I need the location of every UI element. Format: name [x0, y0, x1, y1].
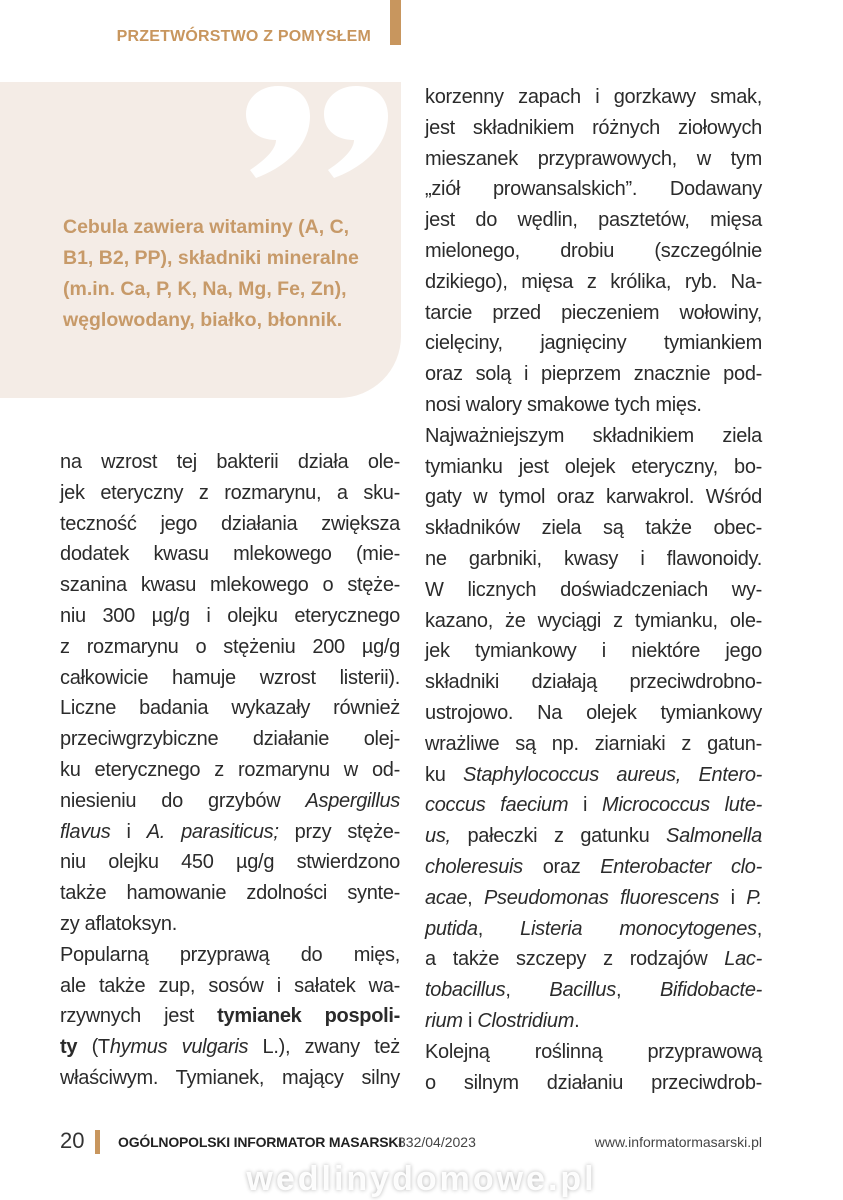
text-run: Popularną przyprawą do mięs, [60, 943, 400, 966]
page-number: 20 [60, 1128, 85, 1153]
article-column-left [60, 447, 400, 1094]
italic-text: Clostridium [477, 1009, 575, 1032]
text-run: składników ziela są także obec- [425, 517, 762, 540]
text-run: wrażliwe są np. ziarniaki z gatun- [425, 732, 762, 755]
italic-text: A. parasiticus; [146, 820, 279, 843]
text-run: . [574, 1009, 580, 1032]
text-line [425, 544, 762, 575]
italic-text: Pseudomonas fluorescens [483, 886, 720, 909]
text-line [425, 883, 762, 914]
text-run: o silnym działaniu przeciwdrob- [425, 1071, 762, 1094]
italic-text: putida [425, 917, 478, 940]
text-line [60, 1032, 400, 1063]
text-run: , [467, 886, 484, 909]
text-line [425, 421, 762, 452]
text-run: Najważniejszym składnikiem ziela [425, 424, 762, 447]
italic-text: coccus faecium [425, 794, 569, 817]
text-line [425, 359, 762, 390]
text-run: nosi walory smakowe tych mięs. [425, 393, 702, 416]
text-run: dzikiego), mięsa z królika, ryb. Na- [425, 270, 762, 293]
text-run: L.), zwany też [248, 1036, 400, 1059]
italic-text: Micrococcus lute- [601, 794, 762, 817]
issue-number: 332/04/2023 [398, 1134, 476, 1150]
text-line [425, 298, 762, 329]
text-run: , [615, 979, 660, 1002]
text-run: jest składnikiem różnych ziołowych [425, 116, 762, 139]
text-run: z rozmarynu o stężeniu 200 µg/g [60, 635, 400, 658]
text-line [425, 790, 762, 821]
text-run: całkowicie hamuje wzrost listerii). [60, 666, 400, 689]
italic-text: Staphylococcus aureus, Entero- [463, 763, 762, 786]
text-run: ale także zup, sosów i sałatek wa- [60, 974, 400, 997]
text-run: ustrojowo. Na olejek tymiankowy [425, 701, 762, 724]
italic-text: Aspergillus [305, 789, 400, 812]
text-run: oraz [522, 855, 601, 878]
text-line [425, 482, 762, 513]
quote-mark-icon [238, 86, 398, 178]
text-line [425, 390, 762, 421]
text-line [425, 513, 762, 544]
pull-quote [0, 82, 401, 398]
text-line [425, 236, 762, 267]
text-line [60, 724, 400, 755]
text-line [425, 944, 762, 975]
italic-text: P. [746, 886, 762, 909]
italic-text: Listeria monocytogenes [520, 917, 757, 940]
text-line [425, 1006, 762, 1037]
italic-text: rium [425, 1009, 463, 1032]
text-line [425, 82, 762, 113]
text-line [425, 174, 762, 205]
text-run: składniki działają przeciwdrobno- [425, 671, 762, 694]
text-run: przeciwgrzybiczne działanie olej- [60, 728, 400, 751]
text-run: mielonego, drobiu (szczególnie [425, 239, 762, 262]
italic-text: tobacillus [425, 979, 506, 1002]
text-line [425, 1068, 762, 1099]
text-run: korzenny zapach i gorzkawy smak, [425, 86, 762, 108]
text-line [425, 1037, 762, 1068]
text-run: gaty w tymol oraz karwakrol. Wśród [425, 486, 762, 509]
text-run: przy stęże- [278, 820, 400, 843]
text-line [425, 452, 762, 483]
pull-quote-text: Cebula zawiera witaminy (A, C, B1, B2, PP), składniki mineralne (m.in. Ca, P, K, Na, Mg, Fe, Zn), węglowodany, białko, błonnik. [63, 216, 359, 331]
italic-text: hymus vulgaris [109, 1036, 249, 1059]
text-run: kazano, że wyciągi z tymianku, ole- [425, 609, 762, 632]
text-line [60, 817, 400, 848]
text-run: , [505, 979, 550, 1002]
text-run: zy aflatoksyn. [60, 912, 177, 935]
text-run: „ziół prowansalskich”. Dodawany [425, 178, 762, 201]
italic-text: Bacillus [549, 979, 616, 1002]
text-line [425, 113, 762, 144]
text-line [425, 914, 762, 945]
italic-text: choleresuis [425, 855, 523, 878]
text-line [60, 478, 400, 509]
italic-text: flavus [60, 820, 111, 843]
text-line [60, 1063, 400, 1094]
text-run: właściwym. Tymianek, mający silny [60, 1066, 400, 1089]
text-run: dodatek kwasu mlekowego (mie- [60, 543, 400, 566]
text-line [425, 975, 762, 1006]
text-line [60, 755, 400, 786]
text-run: tarcie przed pieczeniem wołowiny, [425, 301, 762, 324]
text-line [60, 601, 400, 632]
text-run: i [719, 886, 747, 909]
text-line [425, 667, 762, 698]
text-run: pałeczki z gatunku [450, 825, 667, 848]
italic-text: acae [425, 886, 468, 909]
text-run: niu 300 µg/g i olejku eterycznego [60, 604, 400, 627]
text-line [425, 606, 762, 637]
text-line [425, 729, 762, 760]
text-run: a także szczepy z rodzajów [425, 948, 725, 971]
italic-text: Lac- [724, 948, 762, 971]
text-line [60, 971, 400, 1002]
magazine-title: OGÓLNOPOLSKI INFORMATOR MASARSKI [118, 1134, 402, 1150]
text-line [60, 847, 400, 878]
website-link[interactable]: www.informatormasarski.pl [594, 1134, 762, 1150]
text-run: jek tymiankowy i niektóre jego [425, 640, 762, 663]
text-run: Kolejną roślinną przyprawową [425, 1040, 762, 1063]
text-run: i [110, 820, 147, 843]
text-run: mieszanek przyprawowych, w tym [425, 147, 762, 170]
text-line [425, 328, 762, 359]
text-run: oraz solą i pieprzem znacznie pod- [425, 363, 762, 386]
text-line [425, 821, 762, 852]
text-line [60, 1001, 400, 1032]
text-run: cielęciny, jagnięciny tymiankiem [425, 332, 762, 355]
bold-text: ty [60, 1036, 78, 1059]
text-run: , [756, 917, 762, 940]
text-line [60, 632, 400, 663]
text-run: ku eterycznego z rozmarynu w od- [60, 758, 400, 781]
text-run: jest do wędlin, pasztetów, mięsa [425, 209, 762, 232]
paragraph [425, 421, 762, 1037]
text-run: jek eteryczny z rozmarynu, a sku- [60, 481, 400, 504]
text-line [60, 663, 400, 694]
paragraph [60, 447, 400, 940]
text-line [60, 570, 400, 601]
text-run: rzywnych jest [60, 1005, 218, 1028]
text-run: teczność jego działania zwiększa [60, 512, 400, 535]
text-line [60, 909, 400, 940]
italic-text: Enterobacter clo- [600, 855, 762, 878]
text-run: szanina kwasu mlekowego o stęże- [60, 574, 400, 597]
text-run: i [568, 794, 602, 817]
text-line [60, 693, 400, 724]
paragraph [425, 1037, 762, 1099]
text-run: (T [77, 1036, 110, 1059]
text-line [425, 636, 762, 667]
text-run: ku [425, 763, 464, 786]
text-run: , [477, 917, 521, 940]
watermark: wedlinydomowe.pl [246, 1160, 597, 1198]
text-line [425, 698, 762, 729]
text-line [60, 878, 400, 909]
text-line [60, 786, 400, 817]
text-line [60, 447, 400, 478]
footer-accent-bar [95, 1130, 100, 1154]
text-line [60, 509, 400, 540]
italic-text: us, [425, 825, 451, 848]
paragraph [60, 940, 400, 1094]
text-line [425, 205, 762, 236]
text-line [425, 267, 762, 298]
text-run: niu olejku 450 µg/g stwierdzono [60, 851, 400, 874]
text-line [60, 539, 400, 570]
bold-text: tymianek pospoli- [217, 1005, 400, 1028]
text-run: także hamowanie zdolności synte- [60, 882, 400, 905]
text-line [425, 760, 762, 791]
text-line [60, 940, 400, 971]
text-line [425, 144, 762, 175]
text-run: W licznych doświadczeniach wy- [425, 578, 762, 601]
page-footer [60, 1128, 762, 1156]
text-line [425, 575, 762, 606]
text-run: Liczne badania wykazały również [60, 697, 400, 720]
italic-text: Salmonella [666, 825, 762, 848]
article-column-right [425, 82, 762, 1098]
text-run: na wzrost tej bakterii działa ole- [60, 451, 400, 473]
italic-text: Bifidobacte- [659, 979, 762, 1002]
text-run: niesieniu do grzybów [60, 789, 306, 812]
paragraph [425, 82, 762, 421]
text-run: tymianku jest olejek eteryczny, bo- [425, 455, 762, 478]
text-run: ne garbniki, kwasy i flawonoidy. [425, 547, 762, 570]
text-run: i [462, 1009, 478, 1032]
text-line [425, 852, 762, 883]
header-accent-bar [390, 0, 401, 45]
section-title: PRZETWÓRSTWO Z POMYSŁEM [116, 28, 371, 45]
